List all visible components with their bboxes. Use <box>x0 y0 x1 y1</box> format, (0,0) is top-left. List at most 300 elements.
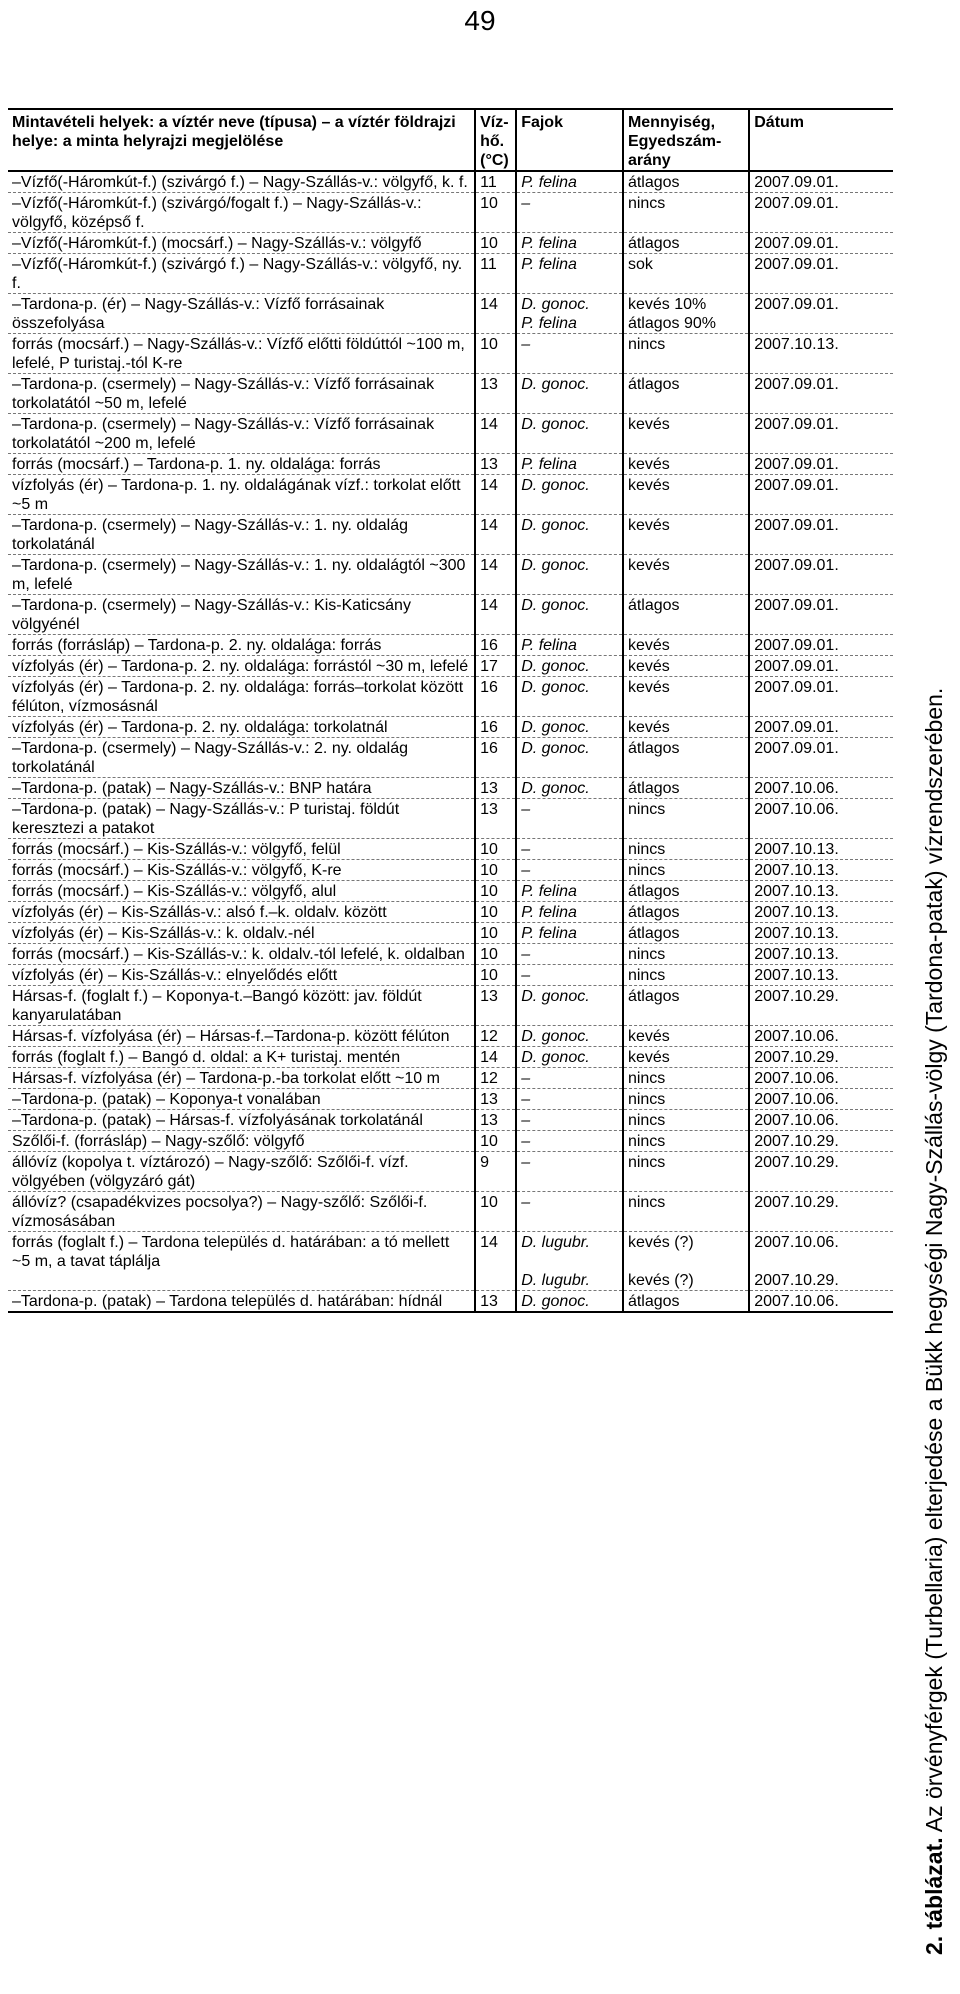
sampling-place-cell: –Tardona-p. (csermely) – Nagy-Szállás-v.: 1. ny. oldalágtól ~300 m, lefelé <box>8 555 475 595</box>
species-name: P. felina <box>521 925 577 942</box>
species-cell <box>516 475 623 515</box>
date-value: 2007.10.06. <box>754 801 839 818</box>
species-name: D. gonoc. <box>521 780 590 797</box>
species-cell <box>516 635 623 656</box>
table-row <box>8 515 893 555</box>
quantity-value: nincs <box>627 1091 666 1108</box>
quantity-value: átlagos <box>627 235 680 252</box>
water-temperature-cell: 14 <box>475 515 516 555</box>
date-value: 2007.10.06. <box>754 1091 839 1108</box>
sampling-place-cell: állóvíz? (csapadékvizes pocsolya?) – Nagy-szőlő: Szőlői-f. vízmosásában <box>8 1192 475 1232</box>
quantity-value: nincs <box>627 862 666 879</box>
sampling-place-cell: –Tardona-p. (patak) – Hársas-f. vízfolyásának torkolatánál <box>8 1110 475 1131</box>
date-value: 2007.09.01. <box>754 195 839 212</box>
species-cell <box>516 454 623 475</box>
sampling-place-cell: –Tardona-p. (patak) – Koponya-t vonalában <box>8 1089 475 1110</box>
date-cell <box>749 717 893 738</box>
water-temperature-cell: 11 <box>475 171 516 193</box>
quantity-cell <box>623 778 749 799</box>
water-temperature-cell: 10 <box>475 1131 516 1152</box>
date-value: 2007.10.13. <box>754 841 839 858</box>
species-name: D. gonoc. <box>521 416 590 433</box>
table-row <box>8 414 893 454</box>
sampling-place-cell: vízfolyás (ér) – Tardona-p. 2. ny. oldalága: forrás–torkolat között félúton, vízmosásnál <box>8 677 475 717</box>
water-temperature-cell: 10 <box>475 839 516 860</box>
water-temperature-cell: 14 <box>475 595 516 635</box>
quantity-cell <box>623 965 749 986</box>
turbellaria-distribution-table <box>8 108 893 1313</box>
sampling-place-cell: forrás (foglalt f.) – Tardona település d. határában: a tó mellett ~5 m, a tavat táplálja <box>8 1232 475 1291</box>
sampling-place-cell: vízfolyás (ér) – Tardona-p. 1. ny. oldalágának vízf.: torkolat előtt ~5 m <box>8 475 475 515</box>
quantity-value: átlagos <box>627 376 680 393</box>
species-name: P. felina <box>521 904 577 921</box>
table-header-row <box>8 109 893 171</box>
table-row <box>8 193 893 233</box>
quantity-cell <box>623 374 749 414</box>
date-value: 2007.10.13. <box>754 925 839 942</box>
sampling-place-cell: vízfolyás (ér) – Kis-Szállás-v.: elnyelődés előtt <box>8 965 475 986</box>
quantity-value: kevés <box>627 719 670 736</box>
species-name: – <box>521 1112 531 1129</box>
table-row <box>8 233 893 254</box>
table-row <box>8 860 893 881</box>
table-row <box>8 799 893 839</box>
date-value: 2007.09.01. <box>754 416 839 433</box>
sampling-place-cell: –Tardona-p. (csermely) – Nagy-Szállás-v.: Vízfő forrásainak torkolatától ~200 m, lefelé <box>8 414 475 454</box>
quantity-cell <box>623 717 749 738</box>
table-row <box>8 738 893 778</box>
date-value: 2007.10.13. <box>754 904 839 921</box>
species-cell <box>516 555 623 595</box>
species-name <box>521 1252 619 1271</box>
species-name: – <box>521 336 531 353</box>
date-value: 2007.09.01. <box>754 235 839 252</box>
species-name: D. lugubr. <box>521 1234 590 1251</box>
quantity-value: átlagos <box>627 883 680 900</box>
quantity-cell <box>623 294 749 334</box>
table-row <box>8 965 893 986</box>
water-temperature-cell: 11 <box>475 254 516 294</box>
table-row <box>8 902 893 923</box>
species-cell <box>516 799 623 839</box>
sampling-place-cell: –Tardona-p. (patak) – Nagy-Szállás-v.: BNP határa <box>8 778 475 799</box>
species-cell <box>516 595 623 635</box>
quantity-value: kevés <box>627 456 670 473</box>
quantity-value: kevés <box>627 1028 670 1045</box>
species-cell <box>516 171 623 193</box>
header-species: Fajok <box>516 109 623 171</box>
date-cell <box>749 515 893 555</box>
sampling-place-cell: forrás (mocsárf.) – Kis-Szállás-v.: völgyfő, alul <box>8 881 475 902</box>
table-row <box>8 944 893 965</box>
species-cell <box>516 839 623 860</box>
species-name: D. gonoc. <box>521 376 590 393</box>
quantity-cell <box>623 1089 749 1110</box>
species-cell <box>516 881 623 902</box>
quantity-value: nincs <box>627 841 666 858</box>
quantity-cell <box>623 902 749 923</box>
date-cell <box>749 778 893 799</box>
sampling-place-cell: –Vízfő(-Háromkút-f.) (szivárgó f.) – Nagy-Szállás-v.: völgyfő, k. f. <box>8 171 475 193</box>
date-value: 2007.09.01. <box>754 376 839 393</box>
quantity-cell <box>623 193 749 233</box>
quantity-cell <box>623 1068 749 1089</box>
sampling-place-cell: vízfolyás (ér) – Tardona-p. 2. ny. oldalága: torkolatnál <box>8 717 475 738</box>
species-cell <box>516 1110 623 1131</box>
date-cell <box>749 656 893 677</box>
water-temperature-cell: 14 <box>475 555 516 595</box>
water-temperature-cell: 14 <box>475 294 516 334</box>
species-cell <box>516 193 623 233</box>
sampling-place-cell: –Vízfő(-Háromkút-f.) (szivárgó/fogalt f.) – Nagy-Szállás-v.: völgyfő, középső f. <box>8 193 475 233</box>
table-row <box>8 1047 893 1068</box>
date-cell <box>749 374 893 414</box>
quantity-value: átlagos <box>627 988 680 1005</box>
species-name: – <box>521 801 531 818</box>
species-cell <box>516 254 623 294</box>
quantity-cell <box>623 555 749 595</box>
quantity-cell <box>623 738 749 778</box>
species-name: D. gonoc. <box>521 477 590 494</box>
quantity-value <box>628 1252 745 1271</box>
header-quantity: Mennyiség, Egyedszám-arány <box>623 109 749 171</box>
date-value <box>754 1252 890 1271</box>
date-cell <box>749 555 893 595</box>
sampling-place-cell: –Tardona-p. (csermely) – Nagy-Szállás-v.: Kis-Katicsány völgyénél <box>8 595 475 635</box>
species-cell <box>516 515 623 555</box>
quantity-cell <box>623 595 749 635</box>
quantity-cell <box>623 1232 749 1291</box>
date-value: 2007.09.01. <box>754 256 839 273</box>
sampling-place-cell: –Tardona-p. (ér) – Nagy-Szállás-v.: Vízfő forrásainak összefolyása <box>8 294 475 334</box>
quantity-value: nincs <box>627 801 666 818</box>
sampling-place-cell: forrás (mocsárf.) – Kis-Szállás-v.: k. oldalv.-tól lefelé, k. oldalban <box>8 944 475 965</box>
date-cell <box>749 1068 893 1089</box>
date-cell <box>749 738 893 778</box>
species-cell <box>516 860 623 881</box>
water-temperature-cell: 10 <box>475 923 516 944</box>
water-temperature-cell: 10 <box>475 965 516 986</box>
water-temperature-cell: 12 <box>475 1026 516 1047</box>
table-row <box>8 374 893 414</box>
quantity-cell <box>623 839 749 860</box>
date-cell <box>749 881 893 902</box>
species-cell <box>516 923 623 944</box>
species-name: – <box>521 195 531 212</box>
date-cell <box>749 171 893 193</box>
date-cell <box>749 944 893 965</box>
species-cell <box>516 1152 623 1192</box>
quantity-value: kevés <box>627 517 670 534</box>
water-temperature-cell: 12 <box>475 1068 516 1089</box>
date-value: 2007.10.06. <box>754 1234 839 1251</box>
quantity-cell <box>623 334 749 374</box>
quantity-value: nincs <box>627 967 666 984</box>
quantity-value: kevés <box>627 557 670 574</box>
species-cell <box>516 1192 623 1232</box>
sampling-place-cell: –Vízfő(-Háromkút-f.) (szivárgó f.) – Nagy-Szállás-v.: völgyfő, ny. f. <box>8 254 475 294</box>
species-cell <box>516 1131 623 1152</box>
species-cell <box>516 374 623 414</box>
table-row <box>8 1026 893 1047</box>
date-value: 2007.10.06. <box>754 1293 839 1310</box>
date-cell <box>749 1131 893 1152</box>
date-value: 2007.10.13. <box>754 967 839 984</box>
sampling-place-cell: forrás (mocsárf.) – Nagy-Szállás-v.: Vízfő előtti földúttól ~100 m, lefelé, P turistaj.-tól K-re <box>8 334 475 374</box>
water-temperature-cell: 13 <box>475 454 516 475</box>
table-row <box>8 475 893 515</box>
sampling-place-cell: forrás (mocsárf.) – Kis-Szállás-v.: völgyfő, felül <box>8 839 475 860</box>
quantity-value: kevés <box>627 416 670 433</box>
header-temp: Víz-hő. (°C) <box>475 109 516 171</box>
quantity-value: nincs <box>627 336 666 353</box>
water-temperature-cell: 10 <box>475 193 516 233</box>
species-cell <box>516 656 623 677</box>
water-temperature-cell: 10 <box>475 233 516 254</box>
water-temperature-cell: 10 <box>475 902 516 923</box>
table-row <box>8 171 893 193</box>
sampling-place-cell: forrás (forrásláp) – Tardona-p. 2. ny. oldalága: forrás <box>8 635 475 656</box>
table-row <box>8 334 893 374</box>
species-name: P. felina <box>521 315 577 332</box>
quantity-cell <box>623 515 749 555</box>
table-row <box>8 881 893 902</box>
quantity-cell <box>623 1192 749 1232</box>
water-temperature-cell: 10 <box>475 881 516 902</box>
species-cell <box>516 738 623 778</box>
sampling-place-cell: –Vízfő(-Háromkút-f.) (mocsárf.) – Nagy-Szállás-v.: völgyfő <box>8 233 475 254</box>
date-value: 2007.09.01. <box>754 477 839 494</box>
species-cell <box>516 1089 623 1110</box>
water-temperature-cell: 16 <box>475 677 516 717</box>
species-name: P. felina <box>521 883 577 900</box>
page-number: 49 <box>464 5 496 36</box>
species-name: – <box>521 967 531 984</box>
species-cell <box>516 1026 623 1047</box>
species-cell <box>516 1068 623 1089</box>
date-cell <box>749 254 893 294</box>
water-temperature-cell: 17 <box>475 656 516 677</box>
water-temperature-cell: 16 <box>475 738 516 778</box>
quantity-value: kevés (?) <box>627 1272 694 1289</box>
date-value: 2007.10.06. <box>754 1028 839 1045</box>
sampling-place-cell: forrás (foglalt f.) – Bangó d. oldal: a K+ turistaj. mentén <box>8 1047 475 1068</box>
quantity-value: kevés <box>627 637 670 654</box>
species-cell <box>516 944 623 965</box>
quantity-cell <box>623 860 749 881</box>
quantity-value: nincs <box>627 1133 666 1150</box>
table-row <box>8 635 893 656</box>
species-name: – <box>521 946 531 963</box>
sampling-place-cell: Szőlői-f. (forrásláp) – Nagy-szőlő: völgyfő <box>8 1131 475 1152</box>
date-cell <box>749 1047 893 1068</box>
date-value: 2007.10.29. <box>754 1194 839 1211</box>
table-row <box>8 1291 893 1313</box>
quantity-value: átlagos <box>627 740 680 757</box>
date-cell <box>749 334 893 374</box>
date-value: 2007.09.01. <box>754 658 839 675</box>
species-name: D. gonoc. <box>521 517 590 534</box>
quantity-value: kevés <box>627 658 670 675</box>
table-row <box>8 555 893 595</box>
date-cell <box>749 475 893 515</box>
water-temperature-cell: 14 <box>475 414 516 454</box>
sampling-place-cell: –Tardona-p. (patak) – Tardona település d. határában: hídnál <box>8 1291 475 1313</box>
date-value: 2007.10.13. <box>754 946 839 963</box>
table-row <box>8 778 893 799</box>
quantity-value: kevés (?) <box>627 1234 694 1251</box>
date-cell <box>749 860 893 881</box>
sampling-place-cell: forrás (mocsárf.) – Tardona-p. 1. ny. oldalága: forrás <box>8 454 475 475</box>
sampling-place-cell: állóvíz (kopolya t. víztározó) – Nagy-szőlő: Szőlői-f. vízf. völgyében (völgyzáró gát) <box>8 1152 475 1192</box>
sampling-place-cell: –Tardona-p. (csermely) – Nagy-Szállás-v.: Vízfő forrásainak torkolatától ~50 m, lefelé <box>8 374 475 414</box>
species-cell <box>516 233 623 254</box>
water-temperature-cell: 10 <box>475 860 516 881</box>
date-value: 2007.09.01. <box>754 557 839 574</box>
table-row <box>8 1068 893 1089</box>
table-row <box>8 454 893 475</box>
date-cell <box>749 1089 893 1110</box>
sampling-place-cell: –Tardona-p. (csermely) – Nagy-Szállás-v.: 2. ny. oldalág torkolatánál <box>8 738 475 778</box>
species-cell <box>516 334 623 374</box>
species-name: D. gonoc. <box>521 1028 590 1045</box>
water-temperature-cell: 13 <box>475 799 516 839</box>
species-name: D. gonoc. <box>521 719 590 736</box>
date-cell <box>749 1232 893 1291</box>
quantity-cell <box>623 1047 749 1068</box>
table-row <box>8 1232 893 1291</box>
species-cell <box>516 778 623 799</box>
table-row <box>8 254 893 294</box>
table-row <box>8 294 893 334</box>
species-cell <box>516 294 623 334</box>
species-name: – <box>521 1070 531 1087</box>
table-row <box>8 595 893 635</box>
quantity-value: kevés <box>627 477 670 494</box>
quantity-cell <box>623 475 749 515</box>
table-row <box>8 717 893 738</box>
date-cell <box>749 454 893 475</box>
species-name: D. gonoc. <box>521 988 590 1005</box>
species-cell <box>516 902 623 923</box>
species-cell <box>516 986 623 1026</box>
date-value: 2007.10.13. <box>754 336 839 353</box>
quantity-value: átlagos <box>627 174 680 191</box>
quantity-value: átlagos <box>627 925 680 942</box>
quantity-value: átlagos 90% <box>627 315 717 332</box>
quantity-value: kevés 10% <box>627 296 707 313</box>
table-row <box>8 1089 893 1110</box>
quantity-cell <box>623 986 749 1026</box>
species-cell <box>516 1232 623 1291</box>
water-temperature-cell: 14 <box>475 475 516 515</box>
quantity-cell <box>623 677 749 717</box>
date-value: 2007.10.29. <box>754 1272 839 1289</box>
date-cell <box>749 1110 893 1131</box>
date-value: 2007.10.29. <box>754 1154 839 1171</box>
date-cell <box>749 595 893 635</box>
quantity-value: nincs <box>627 1154 666 1171</box>
date-value: 2007.09.01. <box>754 597 839 614</box>
date-cell <box>749 1026 893 1047</box>
quantity-cell <box>623 454 749 475</box>
date-cell <box>749 799 893 839</box>
species-name: D. gonoc. <box>521 658 590 675</box>
species-name: D. gonoc. <box>521 679 590 696</box>
date-cell <box>749 635 893 656</box>
date-cell <box>749 233 893 254</box>
date-value: 2007.10.13. <box>754 862 839 879</box>
species-name: P. felina <box>521 256 577 273</box>
species-name: P. felina <box>521 235 577 252</box>
sampling-place-cell: vízfolyás (ér) – Kis-Szállás-v.: alsó f.–k. oldalv. között <box>8 902 475 923</box>
species-name: D. gonoc. <box>521 597 590 614</box>
date-cell <box>749 193 893 233</box>
quantity-value: nincs <box>627 1070 666 1087</box>
date-value: 2007.10.29. <box>754 988 839 1005</box>
quantity-value: nincs <box>627 195 666 212</box>
date-value: 2007.09.01. <box>754 740 839 757</box>
date-cell <box>749 1291 893 1313</box>
species-name: P. felina <box>521 456 577 473</box>
water-temperature-cell: 13 <box>475 1291 516 1313</box>
quantity-cell <box>623 1026 749 1047</box>
date-value: 2007.09.01. <box>754 296 839 313</box>
sampling-place-cell: vízfolyás (ér) – Kis-Szállás-v.: k. oldalv.-nél <box>8 923 475 944</box>
table-body <box>8 171 893 1312</box>
quantity-cell <box>623 799 749 839</box>
table-row <box>8 1152 893 1192</box>
date-value: 2007.09.01. <box>754 517 839 534</box>
quantity-value: kevés <box>627 679 670 696</box>
caption-text: Az örvényférgek (Turbellaria) elterjedése a Bükk hegységi Nagy-Szállás-völgy (Tardona-patak) vízrendszerében. <box>921 687 947 1833</box>
date-cell <box>749 414 893 454</box>
date-cell <box>749 965 893 986</box>
table-row <box>8 1192 893 1232</box>
water-temperature-cell: 16 <box>475 717 516 738</box>
water-temperature-cell: 13 <box>475 1110 516 1131</box>
water-temperature-cell: 10 <box>475 334 516 374</box>
table-caption <box>917 355 951 1955</box>
water-temperature-cell: 9 <box>475 1152 516 1192</box>
water-temperature-cell: 10 <box>475 1192 516 1232</box>
species-cell <box>516 1047 623 1068</box>
date-value: 2007.10.13. <box>754 883 839 900</box>
date-cell <box>749 677 893 717</box>
quantity-value: sok <box>627 256 653 273</box>
date-cell <box>749 923 893 944</box>
quantity-cell <box>623 1291 749 1313</box>
species-name: D. gonoc. <box>521 557 590 574</box>
water-temperature-cell: 13 <box>475 986 516 1026</box>
species-name: – <box>521 1133 531 1150</box>
quantity-value: kevés <box>627 1049 670 1066</box>
quantity-value: átlagos <box>627 597 680 614</box>
species-name: P. felina <box>521 174 577 191</box>
quantity-cell <box>623 254 749 294</box>
table-row <box>8 677 893 717</box>
date-value: 2007.10.06. <box>754 1112 839 1129</box>
quantity-cell <box>623 1152 749 1192</box>
water-temperature-cell: 13 <box>475 1089 516 1110</box>
caption-label: 2. táblázat. <box>921 1837 947 1955</box>
quantity-cell <box>623 1110 749 1131</box>
date-value: 2007.10.06. <box>754 1070 839 1087</box>
water-temperature-cell: 13 <box>475 778 516 799</box>
quantity-cell <box>623 635 749 656</box>
species-name: P. felina <box>521 637 577 654</box>
species-cell <box>516 717 623 738</box>
